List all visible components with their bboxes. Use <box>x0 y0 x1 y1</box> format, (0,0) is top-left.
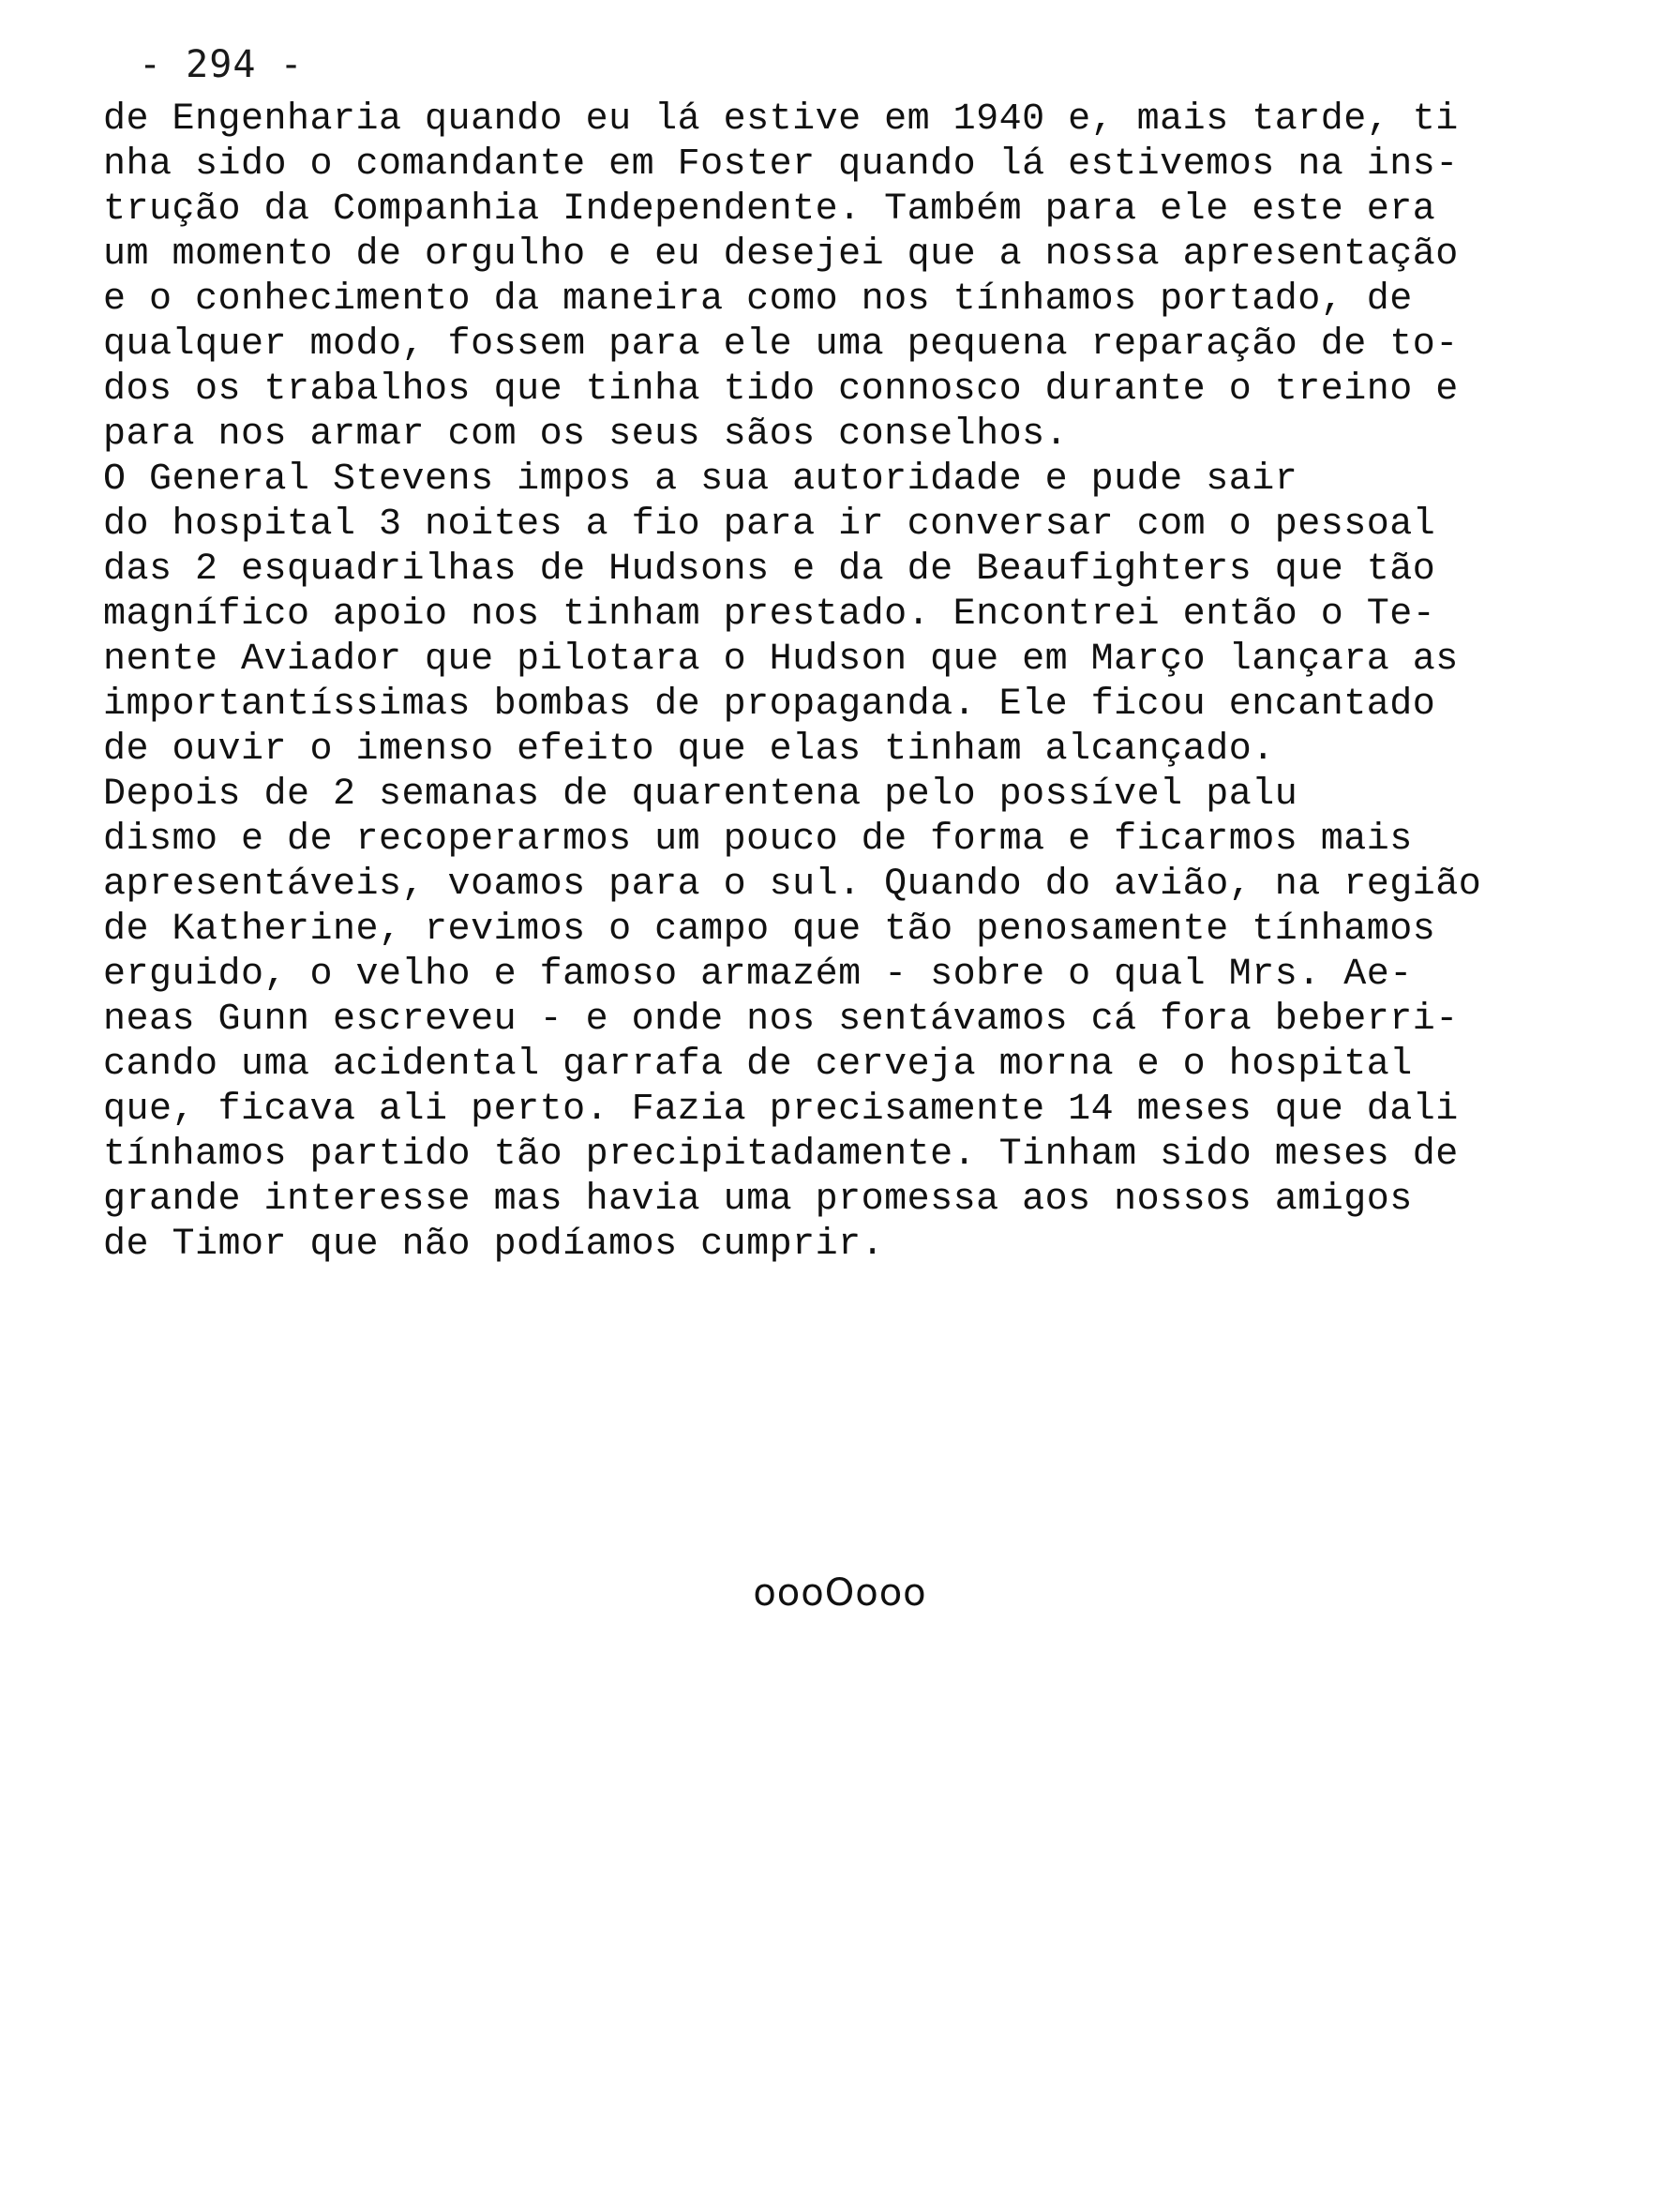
text-line: nha sido o comandante em Foster quando lá estivemos na ins- <box>103 143 1459 186</box>
text-line: dismo e de recoperarmos um pouco de forma e ficarmos mais <box>103 819 1413 861</box>
page-number: - 294 - <box>139 43 304 86</box>
text-line: O General Stevens impos a sua autoridade e pude sair <box>103 458 1298 501</box>
body-text <box>103 98 1528 1268</box>
text-line: erguido, o velho e famoso armazém - sobre o qual Mrs. Ae- <box>103 954 1413 996</box>
text-line: de Timor que não podíamos cumprir. <box>103 1224 885 1266</box>
text-line: de ouvir o imenso efeito que elas tinham alcançado. <box>103 729 1275 771</box>
text-line: e o conhecimento da maneira como nos tínhamos portado, de <box>103 278 1413 321</box>
text-line: que, ficava ali perto. Fazia precisamente 14 meses que dali <box>103 1089 1459 1131</box>
text-line: para nos armar com os seus sãos conselhos. <box>103 413 1069 456</box>
text-line: de Engenharia quando eu lá estive em 1940 e, mais tarde, ti <box>103 98 1459 141</box>
text-line: Depois de 2 semanas de quarentena pelo possível palu <box>103 774 1298 816</box>
text-line: tínhamos partido tão precipitadamente. Tinham sido meses de <box>103 1134 1459 1176</box>
text-line: de Katherine, revimos o campo que tão penosamente tínhamos <box>103 909 1436 951</box>
text-line: um momento de orgulho e eu desejei que a nossa apresentação <box>103 233 1459 276</box>
text-line: nente Aviador que pilotara o Hudson que em Março lançara as <box>103 639 1459 681</box>
text-line: importantíssimas bombas de propaganda. Ele ficou encantado <box>103 684 1436 726</box>
text-line: apresentáveis, voamos para o sul. Quando do avião, na região <box>103 864 1482 906</box>
text-line: neas Gunn escreveu - e onde nos sentávamos cá fora beberri- <box>103 999 1459 1041</box>
text-line: trução da Companhia Independente. Também para ele este era <box>103 188 1436 231</box>
text-line: qualquer modo, fossem para ele uma pequena reparação de to- <box>103 323 1459 366</box>
text-line: grande interesse mas havia uma promessa aos nossos amigos <box>103 1179 1413 1221</box>
text-line: das 2 esquadrilhas de Hudsons e da de Beaufighters que tão <box>103 548 1436 591</box>
text-line: magnífico apoio nos tinham prestado. Encontrei então o Te- <box>103 594 1436 636</box>
text-line: dos os trabalhos que tinha tido connosco durante o treino e <box>103 368 1459 411</box>
text-line: cando uma acidental garrafa de cerveja morna e o hospital <box>103 1044 1413 1086</box>
section-end-ornament: oooOooo <box>753 1571 927 1615</box>
text-line: do hospital 3 noites a fio para ir conversar com o pessoal <box>103 503 1436 546</box>
